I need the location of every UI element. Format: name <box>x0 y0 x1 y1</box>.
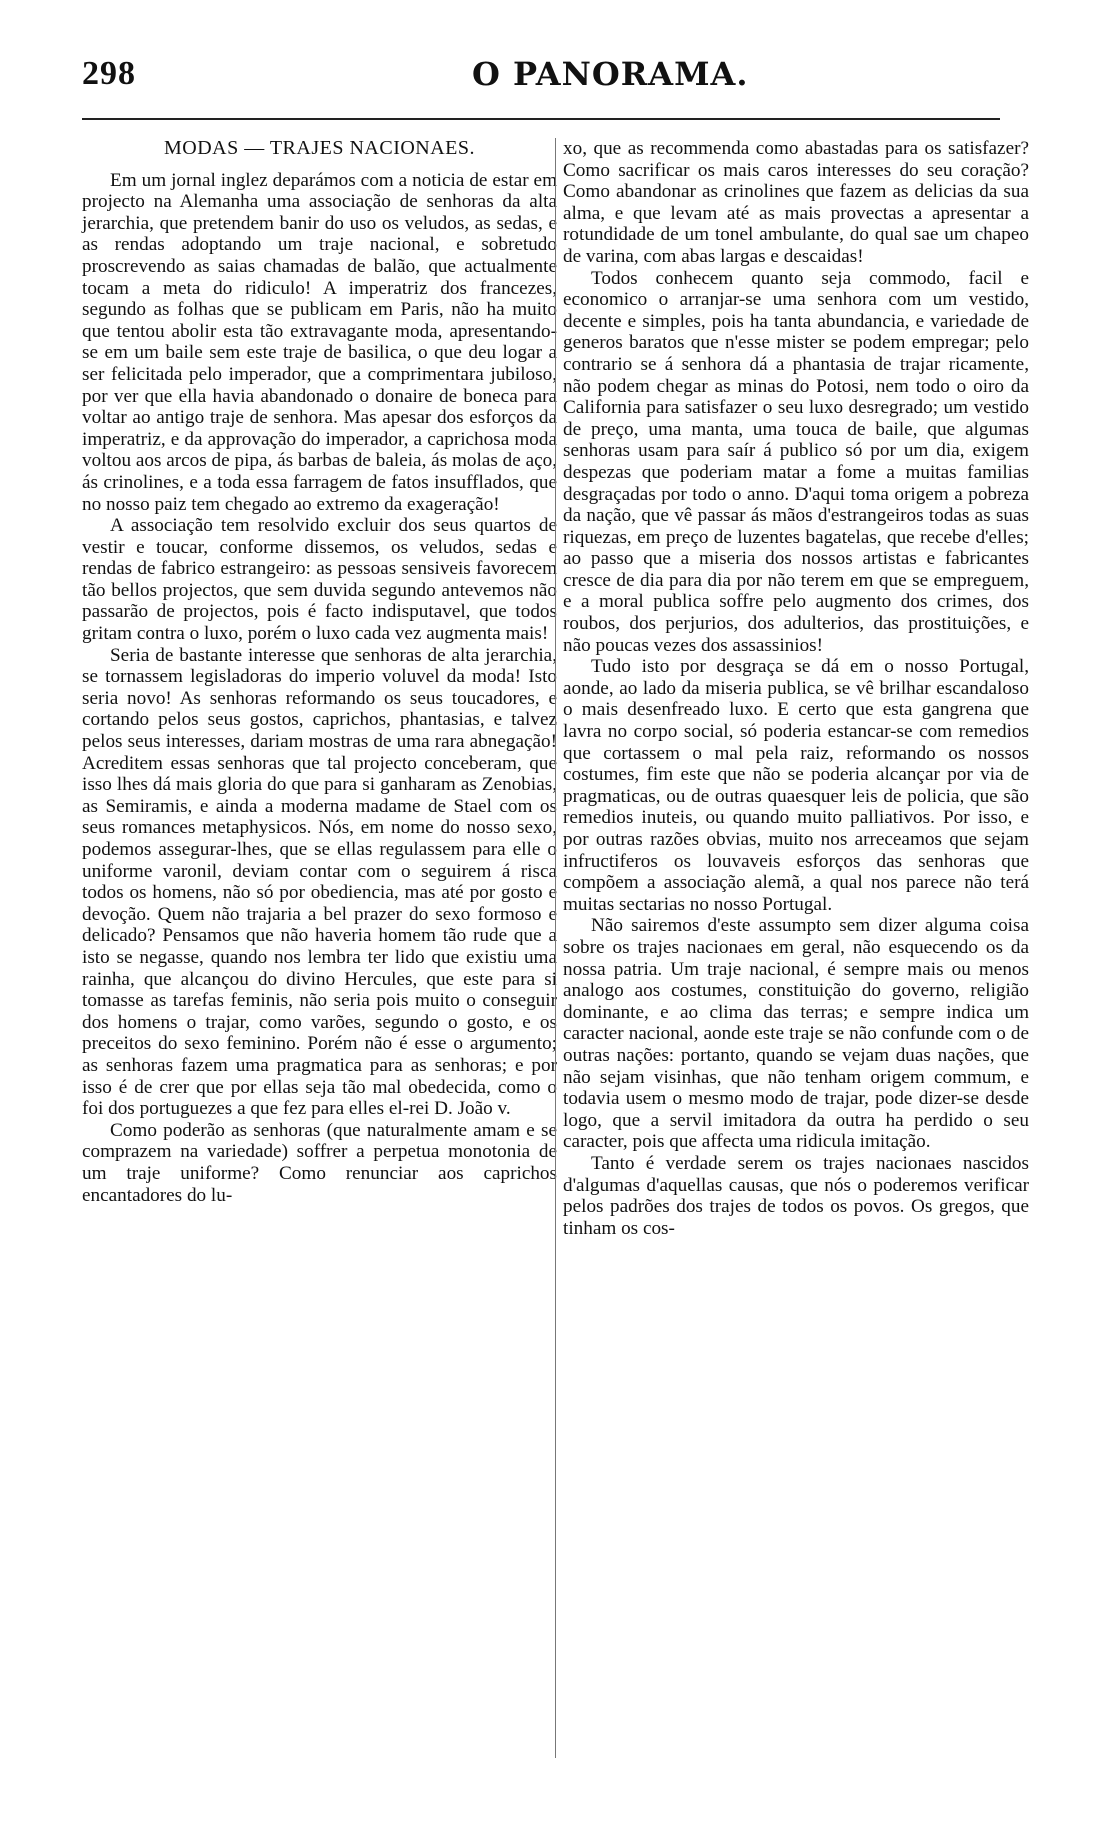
column-divider <box>555 138 556 1758</box>
right-column <box>563 138 1029 1239</box>
paragraph-continued: xo, que as recommenda como abastadas para os satisfazer? Como sacrificar os mais caros interesses do seu coração? Como abandonar as crinolines que fazem as delicias da sua alma, e que levam até as mais provectas a apresentar a rotundidade de um tonel ambulante, do qual sae um chapeo de varina, com abas largas e descaidas! <box>563 138 1029 267</box>
paragraph: Todos conhecem quanto seja commodo, facil e economico o arranjar-se uma senhora com um vestido, decente e simples, pois ha tanta abundancia, e variedade de generos baratos que n'esse mister se podem empregar; pelo contrario se á senhora dá a phantasia de trajar ricamente, não podem chegar as minas do Potosi, nem todo o oiro da California para satisfazer o seu luxo desregrado; um vestido de preço, uma manta, uma touca de baile, que algumas senhoras usam para saír á publico só por um dia, exigem despezas que poderiam matar a fome a muitas familias desgraçadas por todo o anno. D'aqui toma origem a pobreza da nação, que vê passar ás mãos d'estrangeiros todas as suas riquezas, em preço de luzentes bagatelas, que recebe d'elles; ao passo que a miseria dos nossos artistas e fabricantes cresce de dia para dia por não terem em que se empreguem, e a moral publica soffre pelo augmento dos crimes, dos roubos, dos perjurios, dos adulterios, das prostituições, e não poucas vezes dos assassinios! <box>563 267 1029 656</box>
paragraph: Tudo isto por desgraça se dá em o nosso Portugal, aonde, ao lado da miseria publica, se vê brilhar escandaloso o mais desenfreado luxo. E certo que esta gangrena que lavra no corpo social, só poderia estancar-se com remedios que cortassem o mal pela raiz, reformando os nossos costumes, fim este que não se poderia alcançar por via de pragmaticas, ou de outras quaesquer leis de policia, que são remedios inuteis, ou quando muito palliativos. Por isso, e por outras razões obvias, muito nos arreceamos que sejam infructiferos os louvaveis esforços das senhoras que compõem a associação alemã, a qual nos parece não terá muitas sectarias no nosso Portugal. <box>563 656 1029 915</box>
article-title: MODAS — TRAJES NACIONAES. <box>163 137 476 159</box>
paragraph: Tanto é verdade serem os trajes nacionaes nascidos d'algumas d'aquellas causas, que nós o poderemos verificar pelos padrões dos trajes de todos os povos. Os gregos, que tinham os cos- <box>563 1152 1029 1239</box>
journal-title: O PANORAMA. <box>472 55 749 93</box>
left-column <box>82 138 557 1206</box>
page-header <box>82 55 1002 105</box>
paragraph: Em um jornal inglez deparámos com a noticia de estar em projecto na Alemanha uma associação de senhoras da alta jerarchia, que pretendem banir do uso os veludos, as sedas, e as rendas adoptando um traje nacional, e sobretudo proscrevendo as saias chamadas de balão, que actualmente tocam a meta do ridiculo! A imperatriz dos francezes, segundo as folhas que se publicam em Paris, não ha muito que tentou abolir esta tão extravagante moda, apresentando-se em um baile sem este traje de basilica, o que deu logar a ser felicitada pelo imperador, que a comprimentara jubiloso, por ver que ella havia abandonado o donaire de boneca para voltar ao antigo traje de senhora. Mas apesar dos esforços da imperatriz, e da approvação do imperador, a caprichosa moda voltou aos arcos de pipa, ás barbas de baleia, ás molas de aço, ás crinolines, e a toda essa farragem de fatos insufflados, que no nosso paiz tem chegado ao extremo da exageração! <box>82 169 557 515</box>
paragraph: Seria de bastante interesse que senhoras de alta jerarchia, se tornassem legisladoras do imperio voluvel da moda! Isto seria novo! As senhoras reformando os seus toucadores, e cortando pelos seus gostos, caprichos, phantasias, e talvez pelos seus interesses, dariam mostras de uma rara abnegação! Acreditem essas senhoras que tal projecto conceberam, que isso lhes dá mais gloria do que para si ganharam as Zenobias, as Semiramis, e ainda a moderna madame de Stael com os seus romances metaphysicos. Nós, em nome do nosso sexo, podemos assegurar-lhes, que se ellas regulassem para elle o uniforme varonil, deviam contar com o seguirem á risca todos os homens, não só por obediencia, mas até por gosto e devoção. Quem não trajaria a bel prazer do sexo formoso e delicado? Pensamos que não haveria homem tão rude que a isto se negasse, quando nos lembra ter lido que existiu uma rainha, que alcançou do divino Hercules, que este para si tomasse as tarefas feminis, não seria pois muito o conseguir dos homens o trajar, como varões, segundo o gosto, e os preceitos do sexo feminino. Porém não é esse o argumento; as senhoras fazem uma pragmatica para as senhoras; e por isso é de crer que por ellas seja tão mal obedecida, como o foi dos portuguezes a que fez para elles el-rei D. João v. <box>82 644 557 1120</box>
paragraph: Como poderão as senhoras (que naturalmente amam e se comprazem na variedade) soffrer a perpetua monotonia de um traje uniforme? Como renunciar aos caprichos encantadores do lu- <box>82 1119 557 1206</box>
page-number: 298 <box>82 55 136 92</box>
header-rule <box>82 118 1000 120</box>
paragraph: A associação tem resolvido excluir dos seus quartos de vestir e toucar, conforme dissemos, os veludos, sedas e rendas de fabrico estrangeiro: as pessoas sensiveis favorecem tão bellos projectos, que sem duvida segundo antevemos não passarão de projectos, pois é facto indisputavel, que todos gritam contra o luxo, porém o luxo cada vez augmenta mais! <box>82 515 557 645</box>
paragraph: Não sairemos d'este assumpto sem dizer alguma coisa sobre os trajes nacionaes em geral, não esquecendo os da nossa patria. Um traje nacional, é sempre mais ou menos analogo aos costumes, constituição do governo, religião dominante, e ao clima das terras; e sempre indica um caracter nacional, aonde este traje se não confunde com o de outras nações: portanto, quando se vejam duas nações, que não sejam visinhas, que não tenham origem commum, e todavia usem o mesmo modo de trajar, pode dizer-se desde logo, que a servil imitadora da outra ha perdido o seu caracter, pois que affecta uma ridicula imitação. <box>563 915 1029 1153</box>
